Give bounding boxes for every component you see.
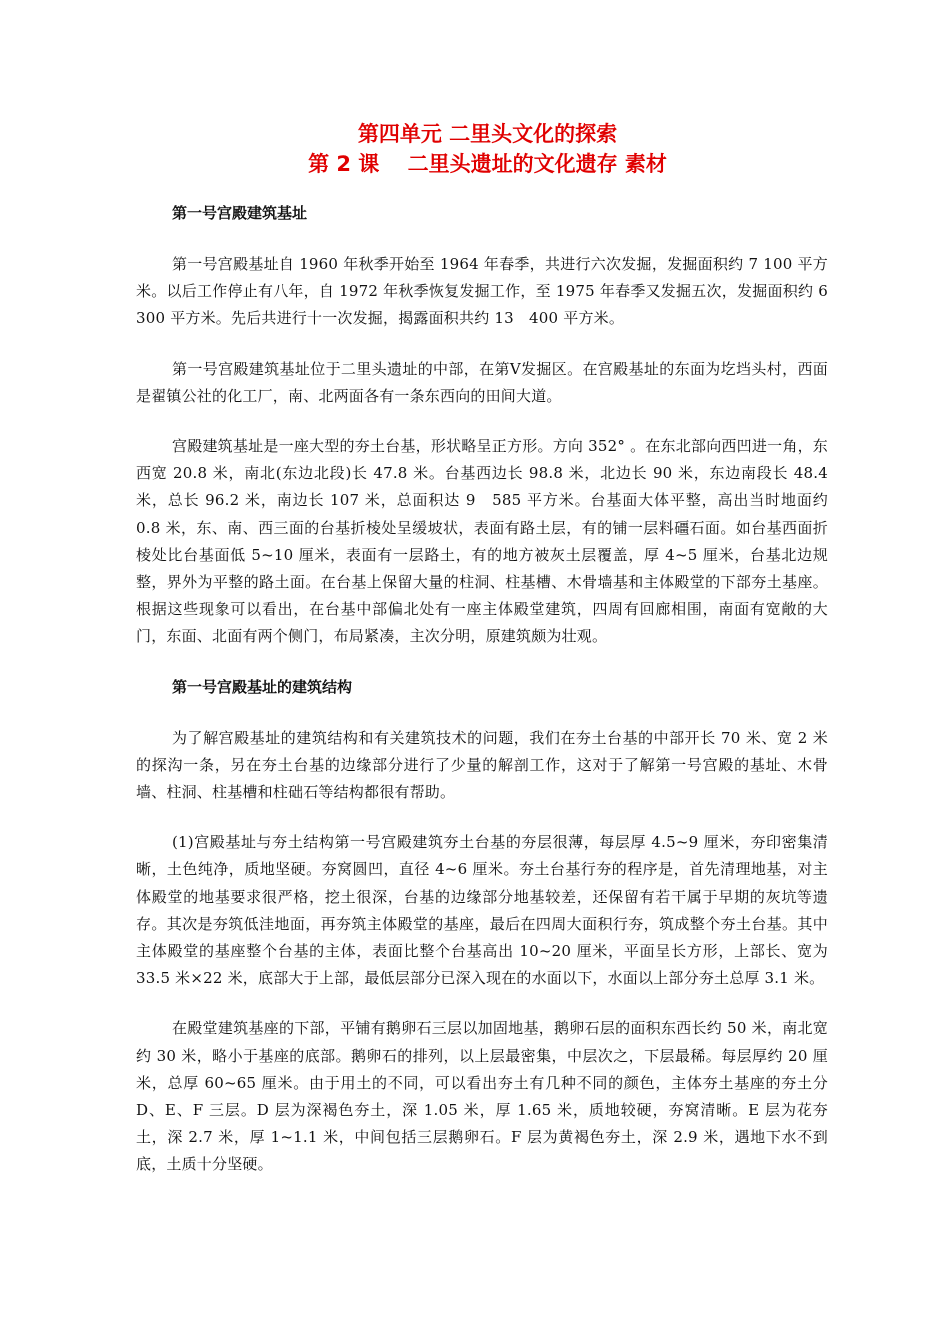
- paragraph: 在殿堂建筑基座的下部，平铺有鹅卵石三层以加固地基，鹅卵石层的面积东西长约 50 米，南北宽约 30 米，略小于基座的底部。鹅卵石的排列，以上层最密集，中层次之，下层最稀。每层厚约 20 厘米，总厚 60~65 厘米。由于用土的不同，可以看出夯土有几种不同的颜色，主体夯土基座的夯土分 D、E、F 三层。D 层为深褐色夯土，深 1.05 米，厚 1.65 米，质地较硬，夯窝清晰。E 层为花夯土，深 2.7 米，厚 1~1.1 米，中间包括三层鹅卵石。F 层为黄褐色夯土，深 2.9 米，遇地下水不到底，土质十分坚硬。: [136, 1019, 828, 1174]
- unit-title: 第四单元 二里头文化的探索: [357, 122, 618, 146]
- paragraph: (1)宫殿基址与夯土结构第一号宫殿建筑夯土台基的夯层很薄，每层厚 4.5~9 厘米，夯印密集清晰，土色纯净，质地坚硬。夯窝圆凹，直径 4~6 厘米。夯土台基行夯的程序是，首先清理地基，对主体殿堂的地基要求很严格，挖土很深，台基的边缘部分地基较差，还保留有若干属于早期的灰坑等遗存。其次是夯筑低洼地面，再夯筑主体殿堂的基座，最后在四周大面积行夯，筑成整个夯土台基。其中主体殿堂的基座整个台基的主体，表面比整个台基高出 10~20 厘米，平面呈长方形，上部长、宽为 33.5 米×22 米，底部大于上部，最低层部分已深入现在的水面以下，水面以上部分夯土总厚 3.1 米。: [136, 833, 828, 988]
- lesson-title: 第 2 课 二里头遗址的文化遗存 素材: [308, 152, 667, 176]
- paragraph: 第一号宫殿基址自 1960 年秋季开始至 1964 年春季，共进行六次发掘，发掘面积约 7 100 平方米。以后工作停止有八年，自 1972 年秋季恢复发掘工作，至 1975 年春季又发掘五次，发掘面积约 6 300 平方米。先后共进行十一次发掘，揭露面积共约 13 400 平方米。: [136, 255, 844, 328]
- title-block: [0, 119, 950, 179]
- section-heading: 第一号宫殿建筑基址: [172, 204, 308, 222]
- section-heading: 第一号宫殿基址的建筑结构: [172, 677, 353, 696]
- paragraph: 第一号宫殿建筑基址位于二里头遗址的中部，在第Ⅴ发掘区。在宫殿基址的东面为圪垱头村，西面是翟镇公社的化工厂，南、北两面各有一条东西向的田间大道。: [136, 359, 828, 405]
- paragraph: 宫殿建筑基址是一座大型的夯土台基，形状略呈正方形。方向 352° 。在东北部向西凹进一角，东西宽 20.8 米，南北(东边北段)长 47.8 米。台基西边长 98.8 米，北边长 90 米，东边南段长 48.4 米，总长 96.2 米，南边长 107 米，总面积达 9 585 平方米。台基面大体平整，高出当时地面约 0.8 米，东、南、西三面的台基折棱处呈缓坡状，表面有路土层，有的铺一层料礓石面。如台基西面折棱处比台基面低 5~10 厘米，表面有一层路土，有的地方被灰土层覆盖，厚 4~5 厘米，台基北边规整，界外为平整的路土面。在台基上保留大量的柱洞、柱基槽、木骨墙基和主体殿堂的下部夯土基座。根据这些现象可以看出，在台基中部偏北处有一座主体殿堂建筑，四周有回廊相围，南面有宽敞的大门，东面、北面有两个侧门，布局紧凑，主次分明，原建筑颇为壮观。: [136, 437, 828, 646]
- paragraph: 为了解宫殿基址的建筑结构和有关建筑技术的问题，我们在夯土台基的中部开长 70 米、宽 2 米的探沟一条，另在夯土台基的边缘部分进行了少量的解剖工作，这对于了解第一号宫殿的基址、木骨墙、柱洞、柱基槽和柱础石等结构都很有帮助。: [136, 728, 828, 802]
- document-body: [136, 200, 844, 1202]
